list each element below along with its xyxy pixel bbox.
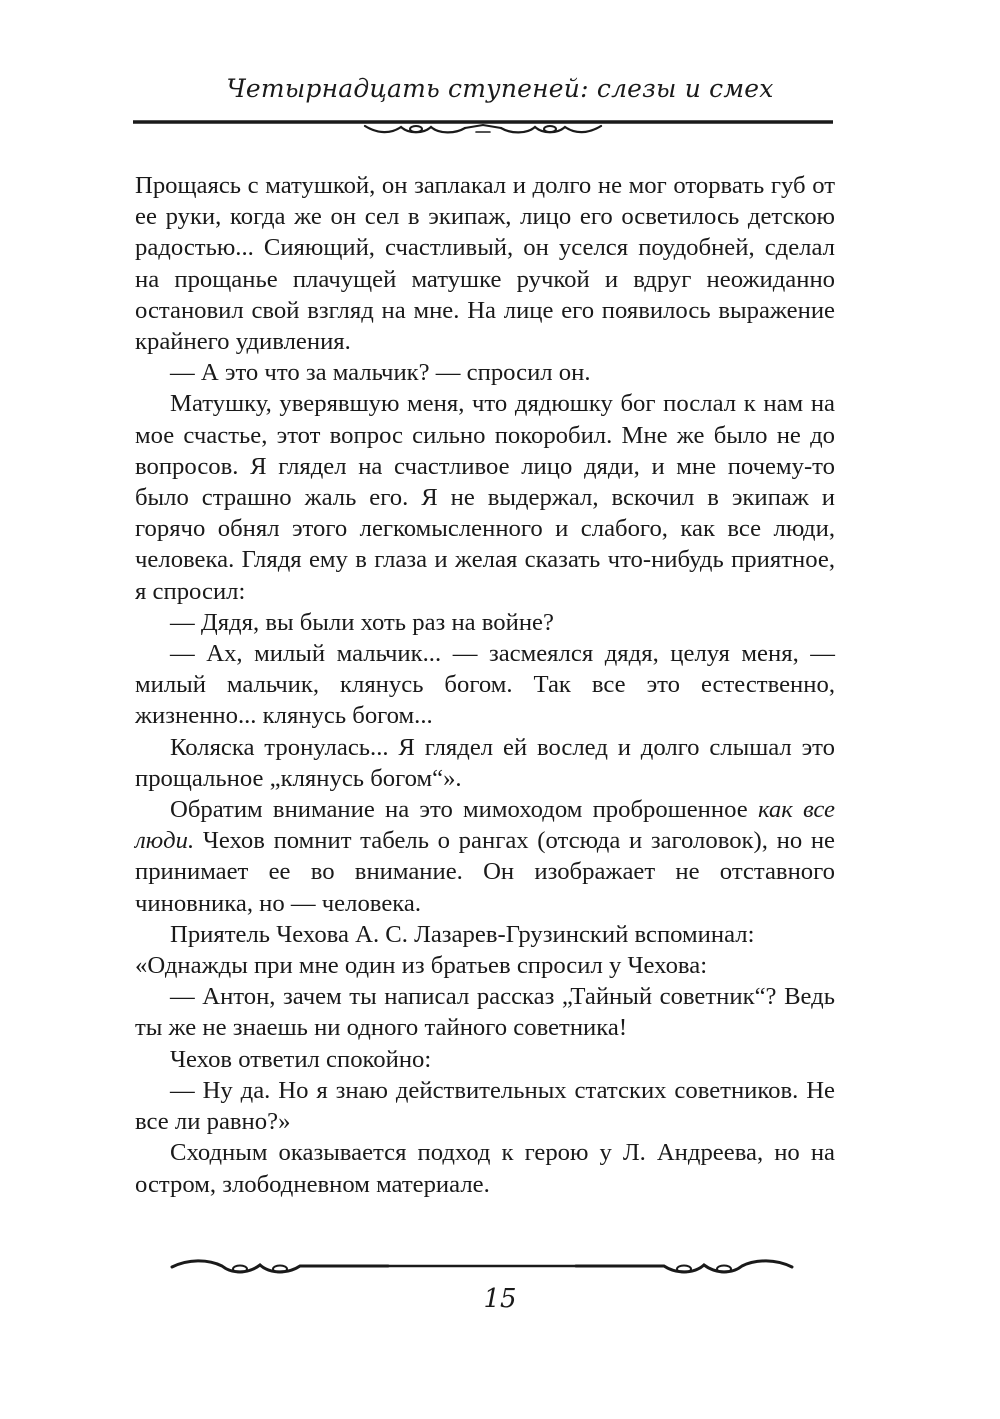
paragraph-7 (135, 794, 835, 919)
paragraph-1: Прощаясь с матушкой, он заплакал и долго не мог оторвать губ от ее руки, когда же он сел в экипаж, лицо его осветилось детскою радостью... Сияющий, счастливый, он уселся поудобней, сделал на прощанье плачущей матушке ручкой и вдруг неожиданно остановил свой взгляд на мне. На лице его появилось выражение крайнего удивления. (135, 172, 835, 356)
page-number: 15 (483, 1284, 517, 1314)
page-body (135, 170, 835, 1200)
paragraph-6: Коляска тронулась... Я глядел ей вослед и долго слышал это прощальное „клянусь богом“». (135, 733, 835, 792)
paragraph-7-emphasis: как все люди. (135, 796, 835, 855)
paragraph-4: — Дядя, вы были хоть раз на войне? (170, 608, 554, 636)
paragraph-2: — А это что за мальчик? — спросил он. (170, 359, 591, 387)
paragraph-13: Сходным оказывается подход к герою у Л. Андреева, но на остром, злободневном материале. (135, 1139, 835, 1198)
paragraph-11: Чехов ответил спокойно: (170, 1045, 432, 1073)
header-ornament-rule (133, 112, 833, 138)
paragraph-7-lead: Обратим внимание на это мимоходом проброшенное (170, 796, 758, 824)
paragraph-5: — Ах, милый мальчик... — засмеялся дядя, целуя меня, — милый мальчик, клянусь богом. Так все это естественно, жизненно... клянусь богом... (135, 640, 835, 730)
paragraph-9: «Однажды при мне один из братьев спросил у Чехова: (135, 952, 708, 980)
paragraph-3: Матушку, уверявшую меня, что дядюшку бог послал к нам на мое счастье, этот вопрос сильно покоробил. Мне же было не до вопросов. Я глядел на счастливое лицо дяди, и мне почему-то было страшно жаль его. Я не выдержал, вскочил в экипаж и горячо обнял этого легкомысленного и слабого, как все люди, человека. Глядя ему в глаза и желая сказать что-нибудь приятное, я спросил: (135, 390, 835, 605)
paragraph-7-tail: Чехов помнит табель о рангах (отсюда и заголовок), но не принимает ее во внимание. Он изображает не отставного чиновника, но — человека. (135, 827, 835, 917)
paragraph-12: — Ну да. Но я знаю действительных статских советников. Не все ли равно?» (135, 1076, 835, 1136)
footer-ornament-rule (168, 1252, 796, 1282)
paragraph-8: Приятель Чехова А. С. Лазарев-Грузинский вспоминал: (170, 920, 755, 948)
paragraph-10: — Антон, зачем ты написал рассказ „Тайный советник“? Ведь ты же не знаешь ни одного тайного советника! (135, 983, 835, 1042)
running-head: Четырнадцать ступеней: слезы и смех (226, 74, 774, 103)
